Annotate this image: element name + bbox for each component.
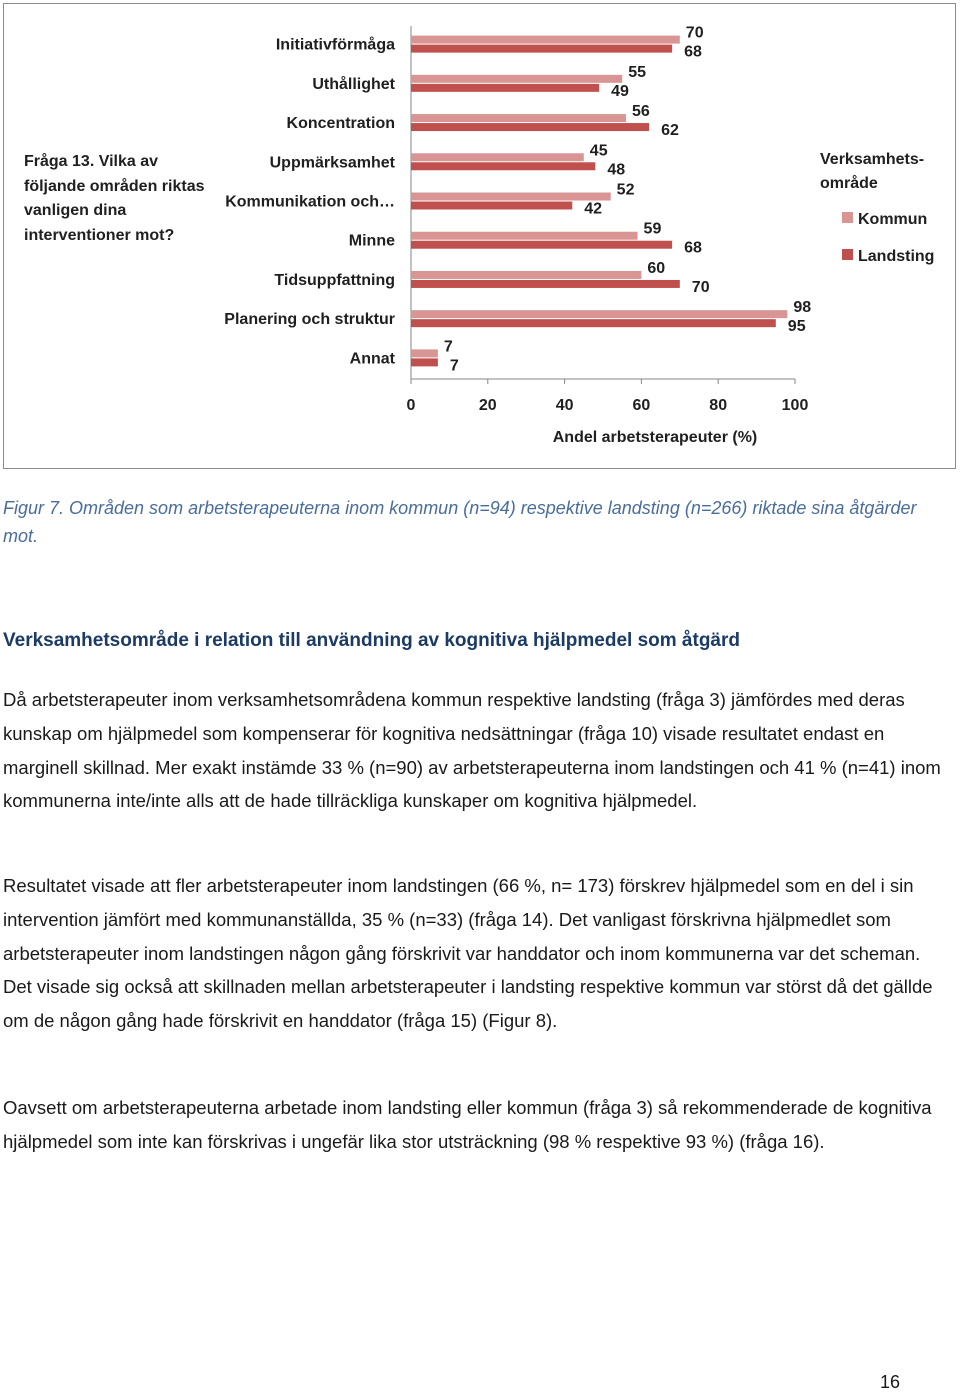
- bar-landsting: [411, 202, 572, 210]
- category-label: Annat: [349, 350, 395, 368]
- x-tick-label: 80: [709, 397, 728, 414]
- data-label: 49: [611, 82, 629, 100]
- bar-landsting: [411, 123, 649, 131]
- bar-kommun: [411, 36, 680, 44]
- x-tick-label: 60: [632, 397, 651, 414]
- bar-kommun: [411, 349, 438, 357]
- legend-swatch-kommun: [842, 212, 853, 223]
- data-label: 68: [684, 43, 702, 61]
- data-label: 70: [685, 24, 704, 42]
- x-tick-label: 40: [555, 397, 574, 414]
- data-label: 48: [607, 161, 626, 179]
- bar-kommun: [411, 271, 641, 279]
- category-label: Kommunikation och…: [225, 193, 395, 211]
- bar-kommun: [411, 114, 626, 122]
- category-label: Uppmärksamhet: [269, 154, 395, 172]
- bar-kommun: [411, 310, 787, 318]
- bar-landsting: [411, 45, 672, 53]
- x-tick-label: 0: [406, 397, 416, 414]
- bar-landsting: [411, 319, 776, 327]
- page-number: 16: [880, 1372, 901, 1392]
- legend-label: Landsting: [858, 248, 935, 265]
- bar-landsting: [411, 241, 672, 249]
- category-label: Planering och struktur: [224, 311, 395, 329]
- category-label: Uthållighet: [312, 75, 395, 93]
- paragraph-1: Då arbetsterapeuter inom verksamhetsområdena kommun respektive landsting (fråga 3) jämfördes med deras kunskap om hjälpmedel som kompenserar för kognitiva nedsättningar (fråga 10) visade resultatet endast en marginell skillnad. Mer exakt instämde 33 % (n=90) av arbetsterapeuterna inom landstingen och 41 % (n=41) inom kommunerna inte/inte alls att de hade tillräckliga kunskaper om kognitiva hjälpmedel.: [3, 689, 941, 812]
- legend-label: Kommun: [858, 211, 928, 228]
- data-label: 55: [628, 63, 646, 81]
- chart-frame: [3, 3, 956, 469]
- data-label: 59: [643, 220, 662, 238]
- category-label: Koncentration: [286, 115, 395, 133]
- chart-question: Fråga 13. Vilka av följande områden riktas vanligen dina interventioner mot?: [24, 153, 205, 244]
- bar-kommun: [411, 153, 584, 161]
- data-label: 45: [589, 142, 608, 160]
- data-label: 52: [616, 181, 635, 199]
- category-label: Minne: [348, 232, 395, 250]
- category-label: Initiativförmåga: [275, 36, 395, 54]
- bar-kommun: [411, 75, 622, 83]
- section-heading: Verksamhetsområde i relation till användning av kognitiva hjälpmedel som åtgärd: [3, 630, 740, 651]
- bar-kommun: [411, 193, 611, 201]
- bar-landsting: [411, 162, 595, 170]
- legend-title: område: [820, 175, 878, 192]
- data-label: 98: [793, 299, 812, 317]
- category-label: Tidsuppfattning: [274, 271, 395, 289]
- data-label: 95: [787, 318, 806, 336]
- paragraph-3: Oavsett om arbetsterapeuterna arbetade inom landsting eller kommun (fråga 3) så rekommenderade de kognitiva hjälpmedel som inte kan förskrivas i ungefär lika stor utsträckning (98 % respektive 93 %) (fråga 16).: [3, 1097, 932, 1152]
- data-label: 70: [691, 278, 710, 296]
- figure-caption: Figur 7. Områden som arbetsterapeuterna inom kommun (n=94) respektive landsting (n=266) riktade sina åtgärder mot.: [3, 498, 917, 546]
- bar-landsting: [411, 280, 680, 288]
- bar-landsting: [411, 84, 599, 92]
- bar-kommun: [411, 232, 638, 240]
- paragraph-2: Resultatet visade att fler arbetsterapeuter inom landstingen (66 %, n= 173) förskrev hjälpmedel som en del i sin intervention jämfört med kommunanställda, 35 % (n=33) (fråga 14). Det vanligast förskrivna hjälpmedlet som arbetsterapeuter inom landstingen någon gång förskrivit var handdator och inom kommunerna var det scheman. Det visade sig också att skillnaden mellan arbetsterapeuter i landsting respektive kommun var störst då det gällde om de någon gång hade förskrivit en handdator (fråga 15) (Figur 8).: [3, 875, 933, 1032]
- data-label: 7: [443, 338, 453, 356]
- x-tick-label: 20: [478, 397, 497, 414]
- data-label: 62: [661, 122, 679, 140]
- bar-landsting: [411, 358, 438, 366]
- x-tick-label: 100: [781, 397, 809, 414]
- legend-swatch-landsting: [842, 249, 853, 260]
- legend-title: Verksamhets-: [820, 151, 925, 168]
- x-axis-title: Andel arbetsterapeuter (%): [552, 429, 758, 446]
- data-label: 56: [632, 103, 650, 121]
- data-label: 68: [684, 239, 702, 257]
- data-label: 60: [647, 259, 666, 277]
- data-label: 42: [584, 200, 603, 218]
- data-label: 7: [449, 357, 459, 375]
